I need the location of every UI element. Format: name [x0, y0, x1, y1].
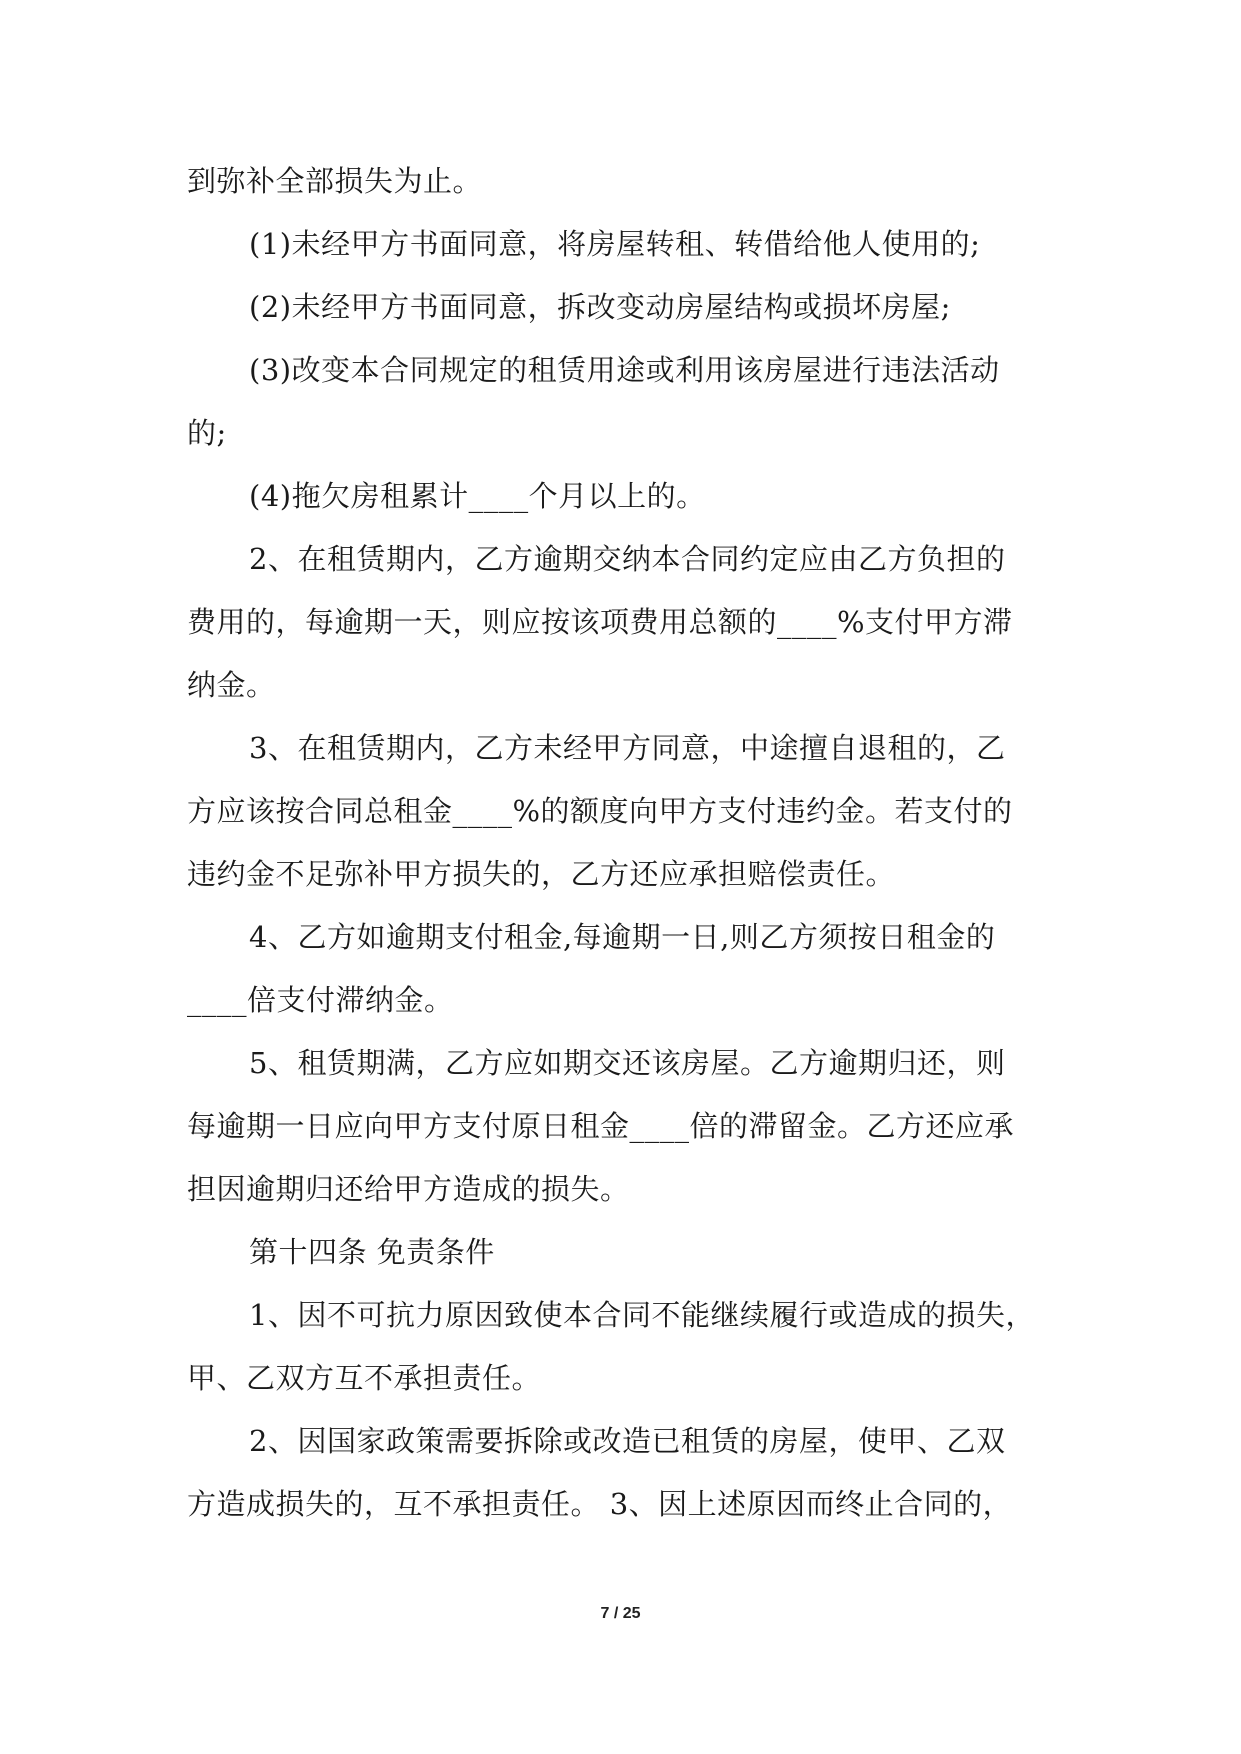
- text-line: (4)拖欠房租累计____个月以上的。: [249, 479, 706, 513]
- text-line: 方造成损失的，互不承担责任。 3、因上述原因而终止合同的，: [187, 1487, 1013, 1521]
- text-line: (2)未经甲方书面同意，拆改变动房屋结构或损坏房屋;: [249, 290, 951, 324]
- text-line: 第十四条 免责条件: [249, 1235, 495, 1269]
- text-line: 方应该按合同总租金____%的额度向甲方支付违约金。若支付的: [187, 794, 1013, 828]
- contract-body-text: [187, 150, 1057, 1536]
- text-line: 担因逾期归还给甲方造成的损失。: [187, 1172, 630, 1206]
- text-line: 纳金。: [187, 668, 276, 702]
- text-line: 3、在租赁期内，乙方未经甲方同意，中途擅自退租的，乙: [249, 731, 1006, 765]
- text-line: 1、因不可抗力原因致使本合同不能继续履行或造成的损失，: [249, 1298, 1035, 1332]
- text-line: 5、租赁期满，乙方应如期交还该房屋。乙方逾期归还，则: [249, 1046, 1006, 1080]
- text-line: 甲、乙双方互不承担责任。: [187, 1361, 542, 1395]
- page-number: 7 / 25: [600, 1605, 641, 1622]
- text-line: 费用的，每逾期一天，则应按该项费用总额的____%支付甲方滞: [187, 605, 1013, 639]
- text-line: ____倍支付滞纳金。: [187, 983, 454, 1017]
- text-line: 违约金不足弥补甲方损失的，乙方还应承担赔偿责任。: [187, 857, 896, 891]
- text-line: 每逾期一日应向甲方支付原日租金____倍的滞留金。乙方还应承: [187, 1109, 1015, 1143]
- text-line: 4、乙方如逾期支付租金,每逾期一日,则乙方须按日租金的: [249, 920, 996, 954]
- text-line: (3)改变本合同规定的租赁用途或利用该房屋进行违法活动: [249, 353, 1000, 387]
- text-line: 2、在租赁期内，乙方逾期交纳本合同约定应由乙方负担的: [249, 542, 1006, 576]
- text-line: (1)未经甲方书面同意，将房屋转租、转借给他人使用的;: [249, 227, 981, 261]
- text-line: 到弥补全部损失为止。: [187, 164, 483, 198]
- text-line: 2、因国家政策需要拆除或改造已租赁的房屋，使甲、乙双: [249, 1424, 1006, 1458]
- text-line: 的;: [187, 416, 227, 450]
